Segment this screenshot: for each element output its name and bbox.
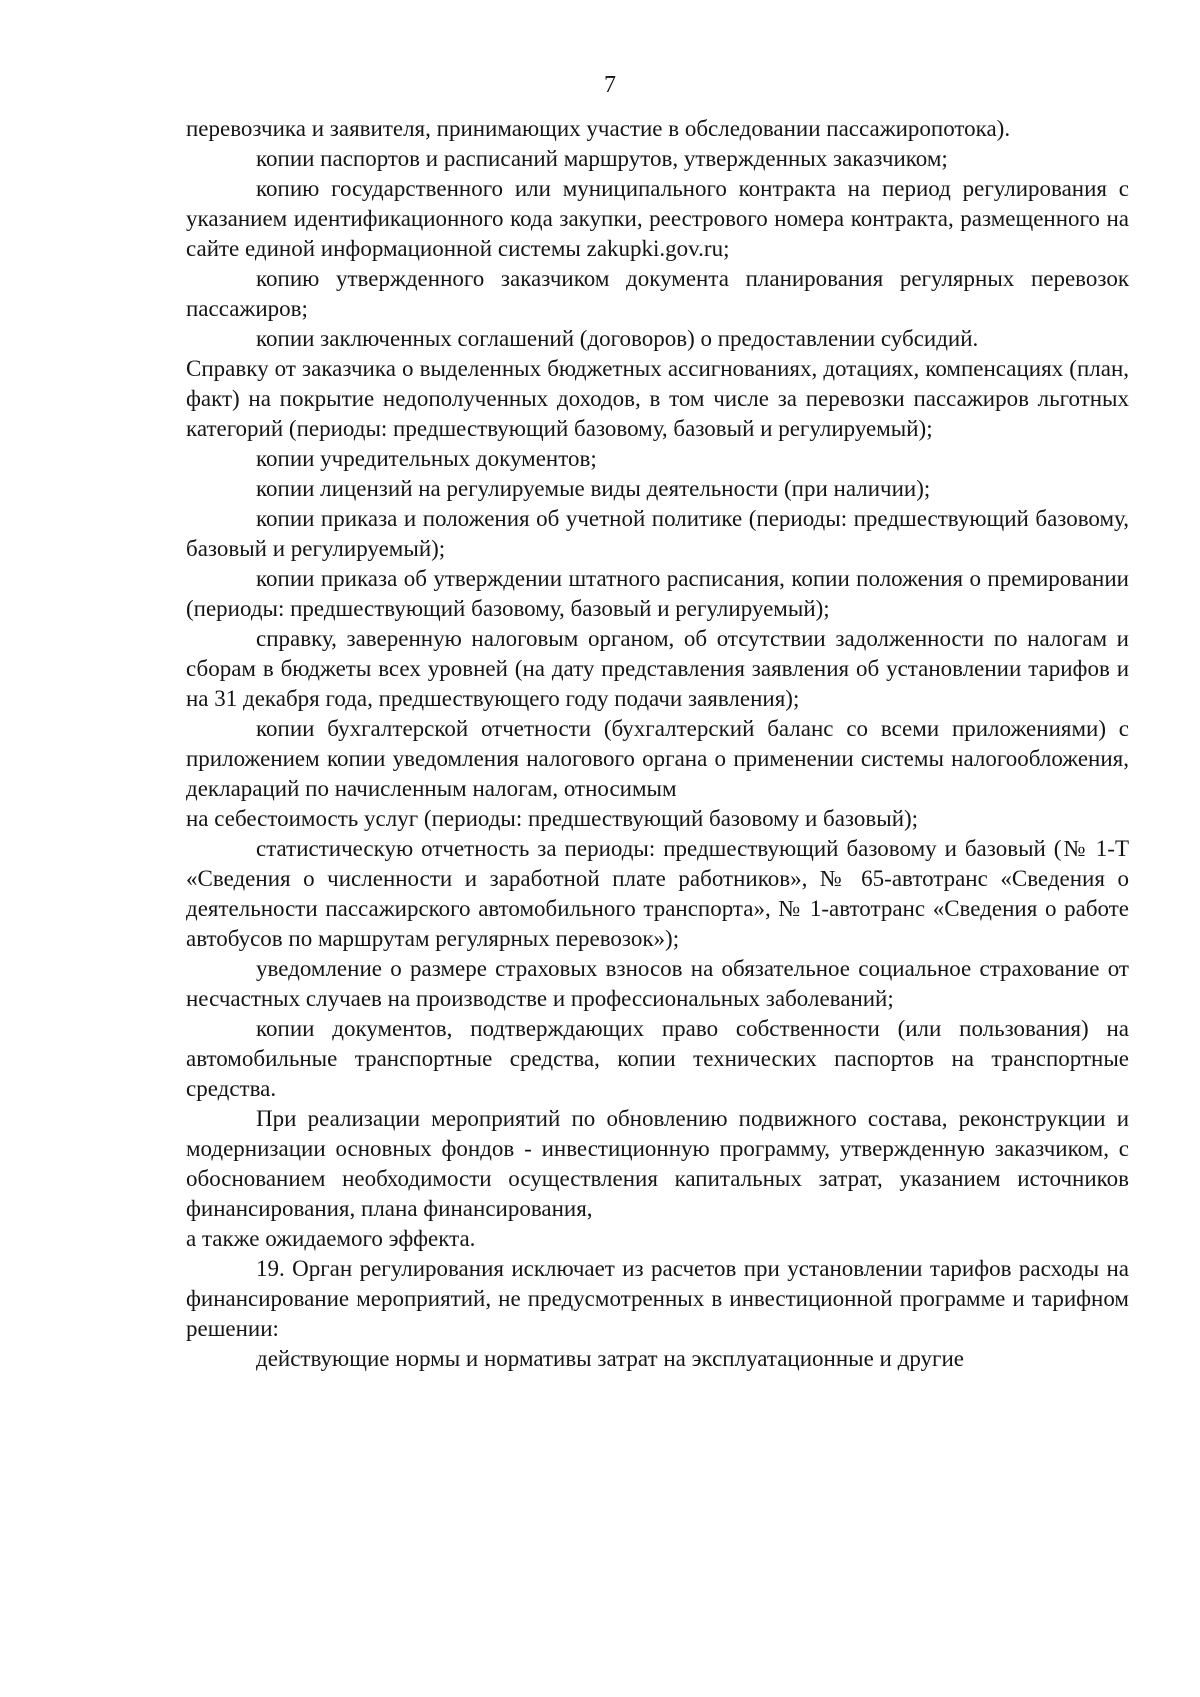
paragraph: копии приказа об утверждении штатного расписания, копии положения о премировании (периоды: предшествующий базовому, базовый и регулируемый); [186, 566, 1129, 621]
page-number: 7 [604, 72, 616, 98]
paragraph: на себестоимость услуг (периоды: предшествующий базовому и базовый); [186, 806, 919, 831]
paragraph: копии лицензий на регулируемые виды деятельности (при наличии); [256, 476, 931, 501]
paragraph: статистическую отчетность за периоды: предшествующий базовому и базовый (№ 1-Т «Сведения о численности и заработной плате работников», № 65-автотранс «Сведения о деятельности пассажирского автомобильного транспорта», № 1-автотранс «Сведения о работе автобусов по маршрутам регулярных перевозок»); [186, 836, 1129, 951]
paragraph: копии бухгалтерской отчетности (бухгалтерский баланс со всеми приложениями) с приложением копии уведомления налогового органа о применении системы налогообложения, деклараций по начисленным налогам, относимым [186, 716, 1129, 801]
paragraph: копии учредительных документов; [256, 446, 597, 471]
paragraph: копии приказа и положения об учетной политике (периоды: предшествующий базовому, базовый и регулируемый); [186, 506, 1129, 561]
paragraph: 19. Орган регулирования исключает из расчетов при установлении тарифов расходы на финансирование мероприятий, не предусмотренных в инвестиционной программе и тарифном решении: [186, 1256, 1129, 1341]
paragraph: копии заключенных соглашений (договоров) о предоставлении субсидий. [256, 326, 979, 351]
paragraph: действующие нормы и нормативы затрат на эксплуатационные и другие [256, 1346, 964, 1371]
paragraph: Справку от заказчика о выделенных бюджетных ассигнованиях, дотациях, компенсациях (план, факт) на покрытие недополученных доходов, в том числе за перевозки пассажиров льготных категорий (периоды: предшествующий базовому, базовый и регулируемый); [186, 356, 1129, 441]
paragraph: копии документов, подтверждающих право собственности (или пользования) на автомобильные транспортные средства, копии технических паспортов на транспортные средства. [186, 1016, 1129, 1101]
paragraph: При реализации мероприятий по обновлению подвижного состава, реконструкции и модернизации основных фондов - инвестиционную программу, утвержденную заказчиком, с обоснованием необходимости осуществления капитальных затрат, указанием источников финансирования, плана финансирования, [186, 1106, 1129, 1221]
document-body [186, 114, 1129, 1374]
paragraph: справку, заверенную налоговым органом, об отсутствии задолженности по налогам и сборам в бюджеты всех уровней (на дату представления заявления об установлении тарифов и на 31 декабря года, предшествующего году подачи заявления); [186, 626, 1129, 711]
paragraph: уведомление о размере страховых взносов на обязательное социальное страхование от несчастных случаев на производстве и профессиональных заболеваний; [186, 956, 1129, 1011]
paragraph: а также ожидаемого эффекта. [186, 1226, 476, 1251]
paragraph: перевозчика и заявителя, принимающих участие в обследовании пассажиропотока). [186, 116, 1011, 141]
paragraph: копию утвержденного заказчиком документа планирования регулярных перевозок пассажиров; [186, 266, 1129, 321]
paragraph: копию государственного или муниципального контракта на период регулирования с указанием идентификационного кода закупки, реестрового номера контракта, размещенного на сайте единой информационной системы zakupki.gov.ru; [186, 176, 1129, 261]
paragraph: копии паспортов и расписаний маршрутов, утвержденных заказчиком; [256, 146, 948, 171]
